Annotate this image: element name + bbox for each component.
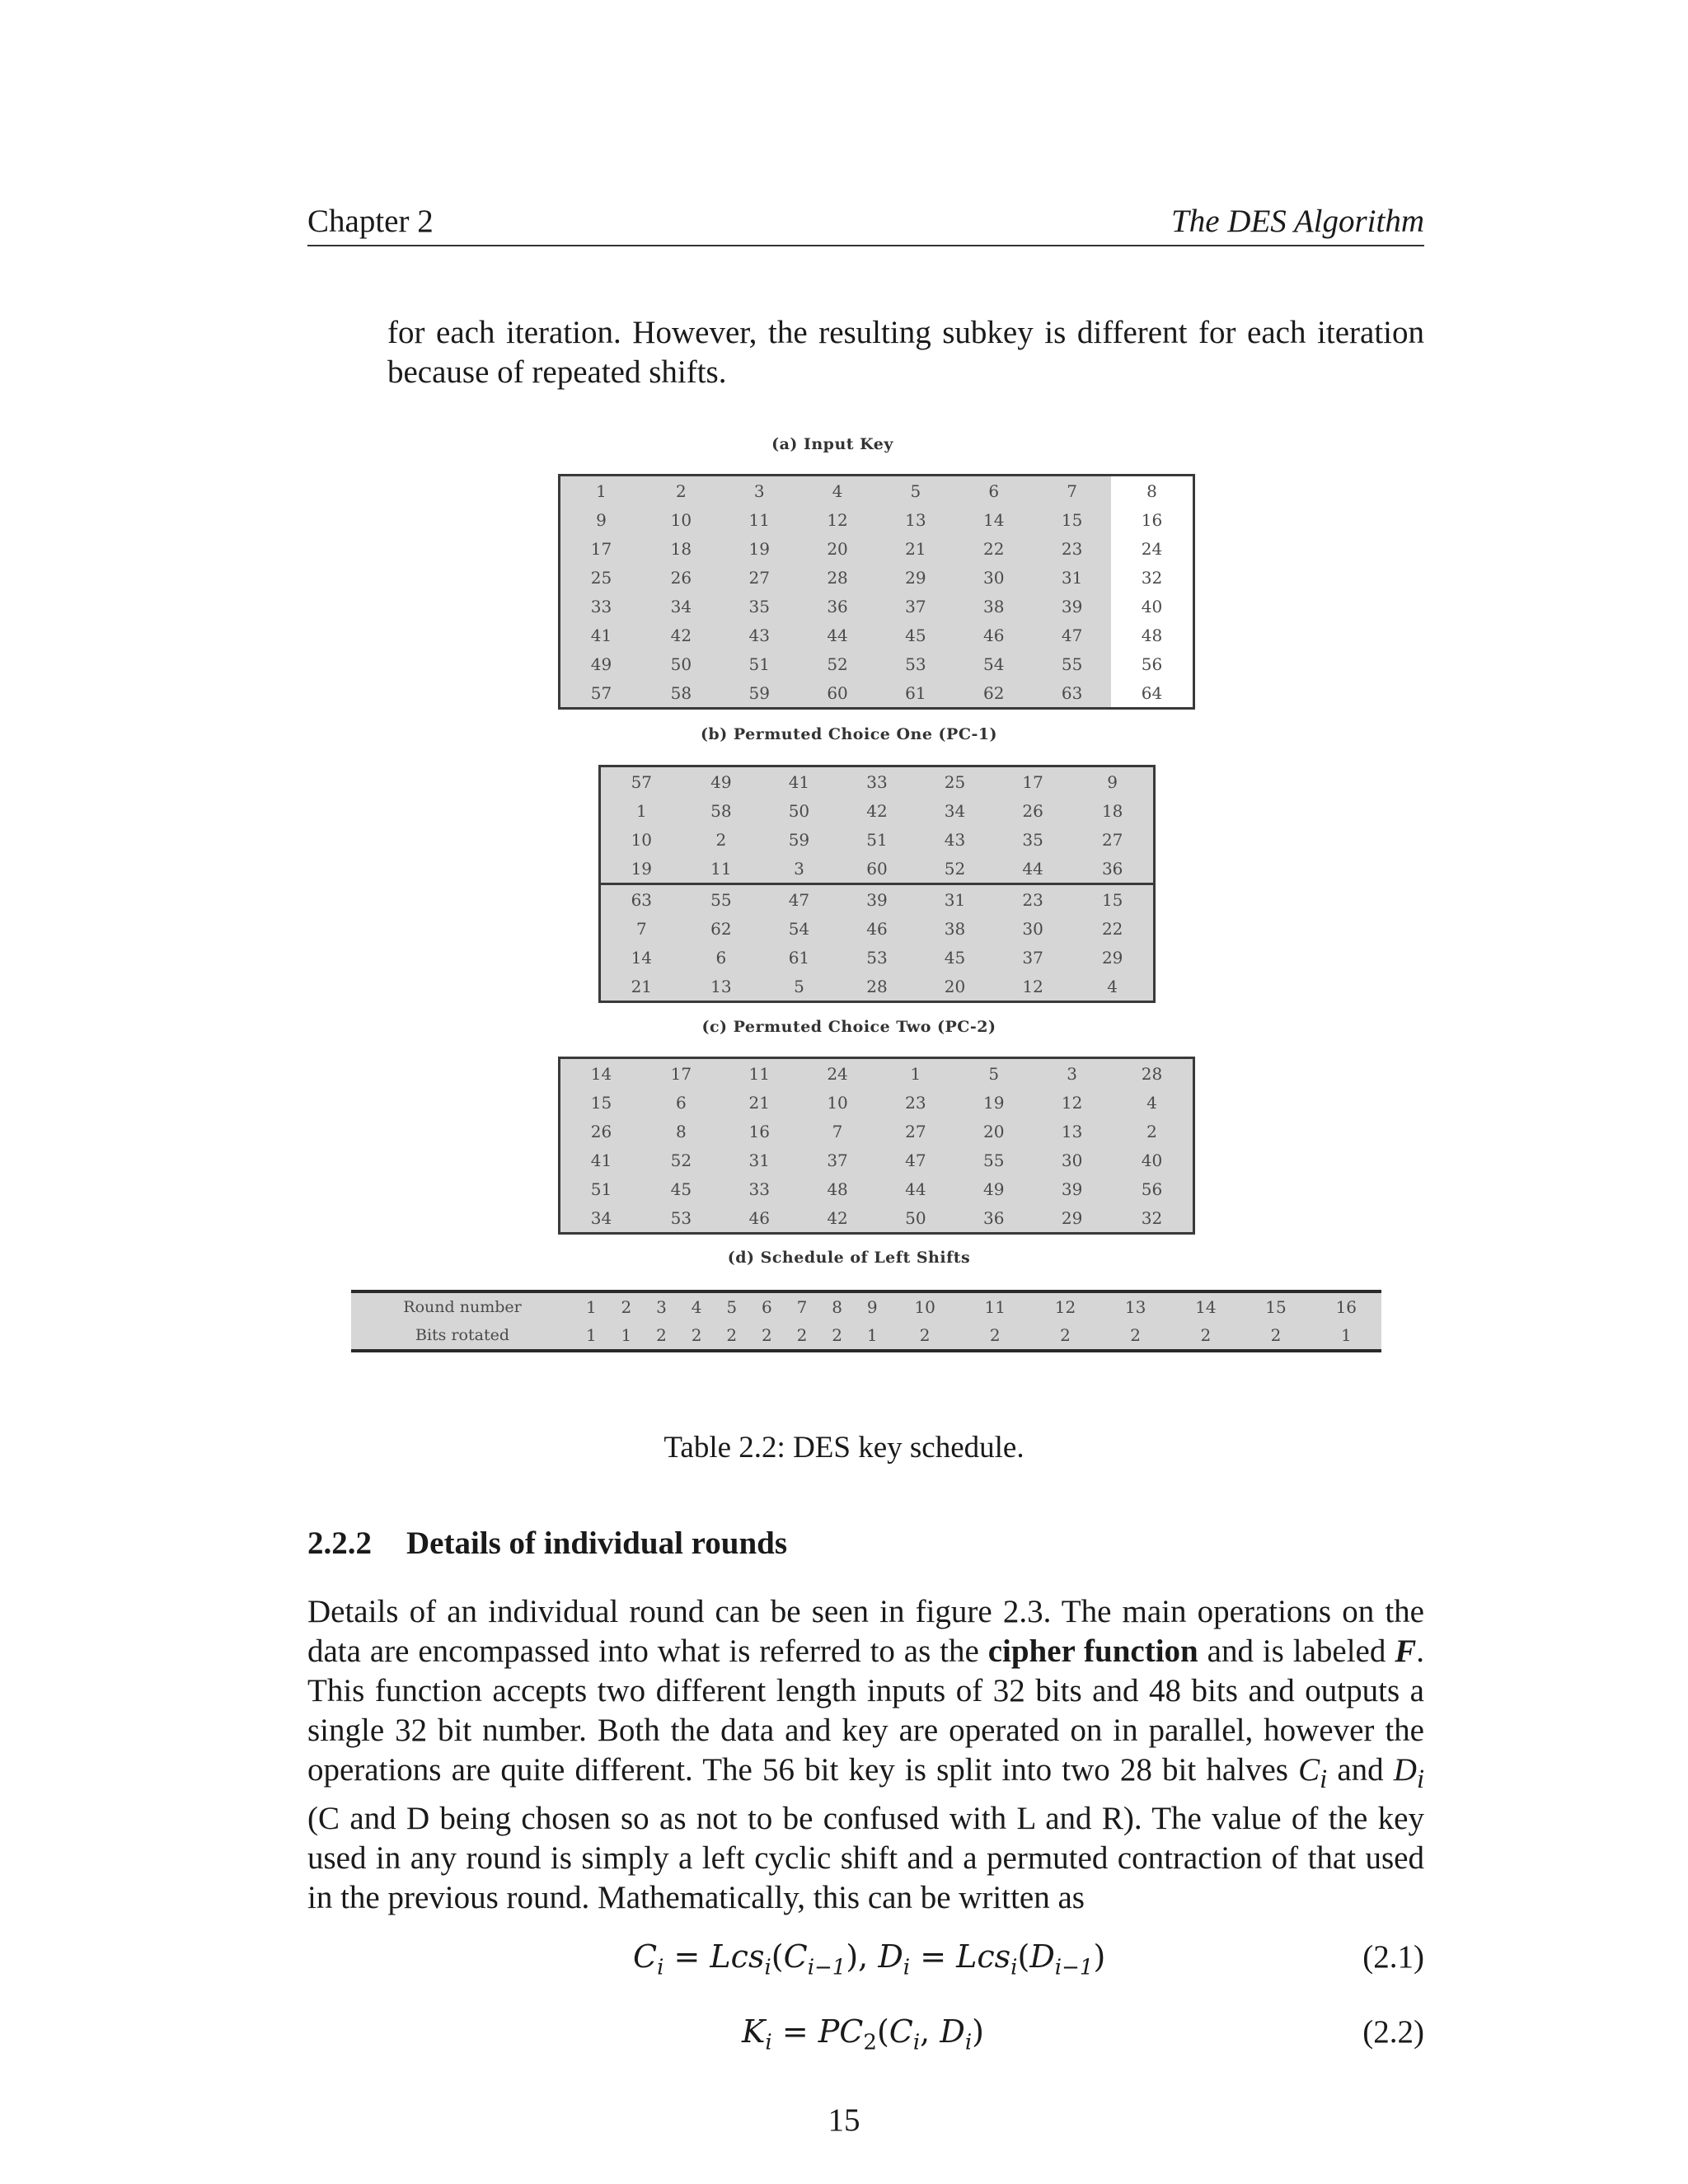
chapter-title: The DES Algorithm — [1171, 204, 1424, 239]
table-cell: 62 — [710, 918, 732, 939]
table-cell: 13 — [905, 509, 926, 530]
pc2-caption: (c) Permuted Choice Two (PC-2) — [701, 1018, 996, 1036]
table-cell: 9 — [866, 1297, 878, 1317]
equation-2-2: $K_i = PC_2(C_i$, $D_i$) — [742, 2013, 984, 2055]
body-paragraph — [307, 1592, 1424, 1918]
table-cell: 14 — [631, 947, 653, 968]
table-cell: 18 — [1101, 800, 1123, 821]
table-cell: 60 — [866, 858, 888, 879]
table-cell: 45 — [944, 947, 966, 968]
table-cell: 18 — [670, 538, 692, 559]
equation-2-1: $C_i = Lcs_i(C_{i-1})$, $D_i = Lcs_i(D_{i-1})$ — [633, 1938, 1106, 1980]
table-cell: 43 — [748, 625, 770, 645]
table-cell: 58 — [670, 682, 692, 703]
table-cell: 1 — [635, 800, 647, 821]
table-cell: 16 — [1335, 1297, 1357, 1317]
table-cell: 2 — [1270, 1325, 1282, 1345]
table-cell: 2 — [1130, 1325, 1141, 1345]
table-cell: 25 — [944, 771, 966, 792]
table-cell: 21 — [631, 976, 653, 996]
table-cell: 13 — [1061, 1121, 1083, 1141]
table-cell: 9 — [1107, 771, 1118, 792]
table-cell: 15 — [1061, 509, 1083, 530]
table-cell: 31 — [916, 884, 994, 915]
table-row — [600, 972, 1155, 1002]
table-row — [560, 678, 1194, 709]
round-number-row — [351, 1291, 1381, 1321]
table-cell: 2 — [989, 1325, 1001, 1345]
table-cell: 47 — [760, 884, 838, 915]
table-row — [560, 534, 1194, 563]
table-cell: 61 — [905, 682, 926, 703]
table-cell: 11 — [984, 1297, 1006, 1317]
table-cell: 41 — [788, 771, 810, 792]
symbol-f: F — [1395, 1633, 1417, 1669]
table-cell: 5 — [988, 1063, 1000, 1084]
table-cell: 48 — [827, 1179, 848, 1199]
table-cell: 13 — [710, 976, 732, 996]
table-cell: 39 — [1061, 596, 1083, 616]
table-cell: 20 — [983, 1121, 1005, 1141]
table-cell: 19 — [631, 858, 653, 879]
table-cell: 41 — [590, 1150, 612, 1170]
table-cell: 1 — [866, 1325, 878, 1345]
table-cell: 46 — [748, 1207, 770, 1228]
round-number-label: Round number — [403, 1298, 522, 1316]
table-cell: 2 — [1060, 1325, 1071, 1345]
table-row — [560, 592, 1194, 621]
body-text-4: (C and D being chosen so as not to be confused with L and R). The value of the key used in any round is simply a left cyclic shift and a permuted contraction of that used in the previous round. Mathematically, this can be written as — [307, 1800, 1424, 1915]
table-row — [560, 649, 1194, 678]
table-cell: 55 — [682, 884, 761, 915]
table-row — [600, 884, 1155, 915]
table-cell: 21 — [905, 538, 926, 559]
shifts-table — [351, 1290, 1381, 1352]
table-row — [600, 943, 1155, 972]
table-cell: 31 — [748, 1150, 770, 1170]
table-cell: 15 — [590, 1092, 612, 1113]
table-cell: 2 — [1200, 1325, 1212, 1345]
table-cell: 20 — [944, 976, 966, 996]
table-cell: 8 — [675, 1121, 687, 1141]
table-cell: 29 — [1061, 1207, 1083, 1228]
table-cell: 58 — [710, 800, 732, 821]
table-cell: 34 — [944, 800, 966, 821]
table-row — [560, 1203, 1194, 1234]
table-cell: 35 — [748, 596, 770, 616]
table-row — [560, 1117, 1194, 1146]
table-cell: 17 — [1022, 771, 1043, 792]
table-cell: 28 — [1141, 1063, 1163, 1084]
table-cell: 15 — [1265, 1297, 1287, 1317]
table-row — [560, 621, 1194, 649]
header-rule — [307, 245, 1424, 246]
table-cell: 2 — [656, 1325, 667, 1345]
section-number: 2.2.2 — [307, 1526, 372, 1561]
table-cell: 12 — [1054, 1297, 1076, 1317]
table-cell: 34 — [590, 1207, 612, 1228]
table-cell: 56 — [1111, 649, 1194, 678]
table-cell: 37 — [1022, 947, 1043, 968]
body-text-3: . This function accepts two different length inputs of 32 bits and 48 bits and outputs a single 32 bit number. Both the data and key are operated on in parallel, however the operations are quite different. The 56 bit key is split into two 28 bit halves — [307, 1633, 1424, 1788]
table-cell: 64 — [1111, 678, 1194, 709]
table-cell: 26 — [670, 567, 692, 588]
table-cell: 62 — [983, 682, 1005, 703]
table-cell: 2 — [621, 1297, 632, 1317]
table-cell: 17 — [590, 538, 612, 559]
table-cell: 24 — [1111, 534, 1194, 563]
input-key-table — [558, 474, 1195, 710]
table-cell: 2 — [761, 1325, 772, 1345]
table-cell: 16 — [1111, 505, 1194, 534]
table-row — [560, 1088, 1194, 1117]
table-cell: 55 — [983, 1150, 1005, 1170]
table-cell: 50 — [788, 800, 810, 821]
table-cell: 53 — [670, 1207, 692, 1228]
table-cell: 4 — [1146, 1092, 1157, 1113]
table-cell: 27 — [905, 1121, 926, 1141]
table-cell: 51 — [748, 654, 770, 674]
symbol-ci: $C_i$ — [1298, 1752, 1328, 1794]
table-cell: 52 — [827, 654, 848, 674]
table-row — [600, 854, 1155, 884]
table-cell: 1 — [1340, 1325, 1352, 1345]
table-cell: 46 — [983, 625, 1005, 645]
table-row — [560, 505, 1194, 534]
table-cell: 2 — [691, 1325, 702, 1345]
table-cell: 56 — [1141, 1179, 1163, 1199]
pc2-table — [558, 1057, 1195, 1235]
table-cell: 2 — [919, 1325, 931, 1345]
table-cell: 1 — [585, 1325, 597, 1345]
table-cell: 54 — [788, 918, 810, 939]
table-cell: 51 — [866, 829, 888, 850]
table-caption: Table 2.2: DES key schedule. — [663, 1431, 1025, 1465]
table-cell: 13 — [1124, 1297, 1146, 1317]
table-cell: 36 — [1101, 858, 1123, 879]
table-cell: 5 — [726, 1297, 738, 1317]
table-cell: 11 — [710, 858, 732, 879]
table-cell: 51 — [590, 1179, 612, 1199]
table-cell: 1 — [910, 1063, 921, 1084]
table-cell: 33 — [748, 1179, 770, 1199]
table-cell: 53 — [905, 654, 926, 674]
body-text-and: and — [1327, 1752, 1394, 1788]
table-cell: 49 — [710, 771, 732, 792]
table-cell: 33 — [866, 771, 888, 792]
chapter-label: Chapter 2 — [307, 204, 434, 239]
table-cell: 14 — [1195, 1297, 1217, 1317]
table-cell: 19 — [983, 1092, 1005, 1113]
table-cell: 6 — [675, 1092, 687, 1113]
table-cell: 6 — [988, 480, 1000, 501]
table-cell: 48 — [1111, 621, 1194, 649]
table-cell: 4 — [691, 1297, 702, 1317]
table-cell: 45 — [905, 625, 926, 645]
table-cell: 8 — [832, 1297, 842, 1317]
table-row — [560, 1058, 1194, 1089]
table-cell: 39 — [1061, 1179, 1083, 1199]
table-cell: 59 — [748, 682, 770, 703]
table-cell: 52 — [670, 1150, 692, 1170]
table-cell: 3 — [1067, 1063, 1077, 1084]
equation-number-2-2: (2.2) — [1362, 2014, 1424, 2050]
table-cell: 1 — [621, 1325, 632, 1345]
table-cell: 37 — [827, 1150, 848, 1170]
table-cell: 4 — [1107, 976, 1118, 996]
table-cell: 35 — [1022, 829, 1043, 850]
pc1-caption: (b) Permuted Choice One (PC-1) — [700, 725, 998, 743]
table-cell: 30 — [1022, 918, 1043, 939]
table-cell: 31 — [1061, 567, 1083, 588]
table-cell: 2 — [832, 1325, 842, 1345]
table-cell: 10 — [914, 1297, 935, 1317]
table-row — [600, 796, 1155, 825]
table-cell: 32 — [1111, 563, 1194, 592]
table-cell: 61 — [788, 947, 810, 968]
table-cell: 29 — [1101, 947, 1123, 968]
table-cell: 59 — [788, 829, 810, 850]
table-cell: 36 — [983, 1207, 1005, 1228]
table-cell: 42 — [827, 1207, 848, 1228]
bits-rotated-label: Bits rotated — [415, 1326, 509, 1344]
table-cell: 27 — [1101, 829, 1123, 850]
table-cell: 60 — [827, 682, 848, 703]
table-cell: 43 — [944, 829, 966, 850]
table-cell: 19 — [748, 538, 770, 559]
table-cell: 21 — [748, 1092, 770, 1113]
page-number: 15 — [828, 2102, 860, 2138]
body-text-1: Details of an individual round can be seen in figure 2.3. The main operations on the data are encompassed into what is referred to as the — [307, 1594, 1424, 1669]
table-row — [600, 914, 1155, 943]
table-cell: 11 — [748, 509, 770, 530]
table-cell: 29 — [905, 567, 926, 588]
body-text-2: and is labeled — [1198, 1633, 1395, 1669]
bits-rotated-row — [351, 1321, 1381, 1351]
equation-number-2-1: (2.1) — [1362, 1939, 1424, 1975]
table-cell: 26 — [1022, 800, 1043, 821]
table-cell: 11 — [748, 1063, 770, 1084]
table-cell: 42 — [866, 800, 888, 821]
section-heading — [307, 1525, 787, 1562]
table-cell: 25 — [590, 567, 612, 588]
table-cell: 1 — [585, 1297, 597, 1317]
table-cell: 41 — [590, 625, 612, 645]
table-cell: 28 — [866, 976, 888, 996]
table-cell: 30 — [983, 567, 1005, 588]
table-cell: 7 — [832, 1121, 843, 1141]
table-cell: 46 — [866, 918, 888, 939]
table-cell: 22 — [1101, 918, 1123, 939]
table-cell: 2 — [675, 480, 687, 501]
table-cell: 63 — [1061, 682, 1083, 703]
table-cell: 47 — [905, 1150, 926, 1170]
section-title: Details of individual rounds — [406, 1526, 788, 1561]
cipher-function-term: cipher function — [987, 1633, 1198, 1669]
table-cell: 44 — [1022, 858, 1043, 879]
table-cell: 27 — [748, 567, 770, 588]
table-cell: 23 — [1061, 538, 1083, 559]
table-cell: 8 — [1111, 476, 1194, 506]
table-cell: 6 — [761, 1297, 772, 1317]
table-row — [560, 563, 1194, 592]
table-cell: 1 — [596, 480, 607, 501]
table-cell: 42 — [670, 625, 692, 645]
table-cell: 50 — [905, 1207, 926, 1228]
table-cell: 40 — [1141, 1150, 1163, 1170]
table-cell: 49 — [983, 1179, 1005, 1199]
table-cell: 28 — [827, 567, 848, 588]
table-cell: 54 — [983, 654, 1005, 674]
table-cell: 55 — [1061, 654, 1083, 674]
table-cell: 57 — [590, 682, 612, 703]
table-cell: 10 — [827, 1092, 848, 1113]
table-cell: 30 — [1061, 1150, 1083, 1170]
symbol-di: $D_i$ — [1393, 1752, 1424, 1794]
table-cell: 10 — [631, 829, 653, 850]
table-row — [600, 766, 1155, 797]
table-cell: 10 — [670, 509, 692, 530]
table-cell: 16 — [748, 1121, 770, 1141]
table-cell: 32 — [1141, 1207, 1163, 1228]
table-cell: 24 — [827, 1063, 848, 1084]
table-cell: 38 — [944, 918, 966, 939]
table-cell: 33 — [590, 596, 612, 616]
table-cell: 12 — [1061, 1092, 1083, 1113]
table-row — [560, 476, 1194, 506]
table-cell: 49 — [590, 654, 612, 674]
table-cell: 14 — [590, 1063, 612, 1084]
table-cell: 37 — [905, 596, 926, 616]
table-cell: 23 — [994, 884, 1072, 915]
table-cell: 3 — [753, 480, 765, 501]
table-cell: 38 — [983, 596, 1005, 616]
table-cell: 52 — [944, 858, 966, 879]
table-cell: 2 — [726, 1325, 738, 1345]
table-cell: 53 — [866, 947, 888, 968]
table-cell: 34 — [670, 596, 692, 616]
table-cell: 9 — [596, 509, 607, 530]
table-cell: 20 — [827, 538, 848, 559]
table-cell: 45 — [670, 1179, 692, 1199]
shifts-caption: (d) Schedule of Left Shifts — [727, 1249, 971, 1267]
table-cell: 63 — [600, 884, 682, 915]
table-cell: 2 — [1146, 1121, 1157, 1141]
table-cell: 14 — [983, 509, 1005, 530]
table-cell: 5 — [910, 480, 921, 501]
table-cell: 36 — [827, 596, 848, 616]
table-cell: 5 — [794, 976, 804, 996]
table-cell: 6 — [715, 947, 727, 968]
table-row — [600, 825, 1155, 854]
table-cell: 17 — [670, 1063, 692, 1084]
table-cell: 7 — [1067, 480, 1077, 501]
table-cell: 40 — [1111, 592, 1194, 621]
table-cell: 50 — [670, 654, 692, 674]
intro-paragraph: for each iteration. However, the resulting subkey is different for each iteration because of repeated shifts. — [387, 315, 1424, 390]
table-cell: 57 — [631, 771, 653, 792]
table-cell: 2 — [715, 829, 727, 850]
table-cell: 3 — [794, 858, 804, 879]
table-cell: 2 — [796, 1325, 808, 1345]
table-row — [560, 1146, 1194, 1174]
table-cell: 26 — [590, 1121, 612, 1141]
table-cell: 22 — [983, 538, 1005, 559]
table-cell: 4 — [832, 480, 843, 501]
table-row — [560, 1174, 1194, 1203]
table-cell: 15 — [1071, 884, 1154, 915]
table-cell: 3 — [656, 1297, 667, 1317]
table-cell: 12 — [1022, 976, 1043, 996]
pc1-table — [598, 765, 1156, 1003]
table-cell: 39 — [838, 884, 917, 915]
table-cell: 7 — [635, 918, 647, 939]
table-cell: 44 — [905, 1179, 926, 1199]
table-cell: 47 — [1061, 625, 1083, 645]
table-cell: 12 — [827, 509, 848, 530]
table-cell: 23 — [905, 1092, 926, 1113]
table-cell: 44 — [827, 625, 848, 645]
input-key-caption: (a) Input Key — [771, 435, 893, 453]
table-cell: 7 — [796, 1297, 808, 1317]
